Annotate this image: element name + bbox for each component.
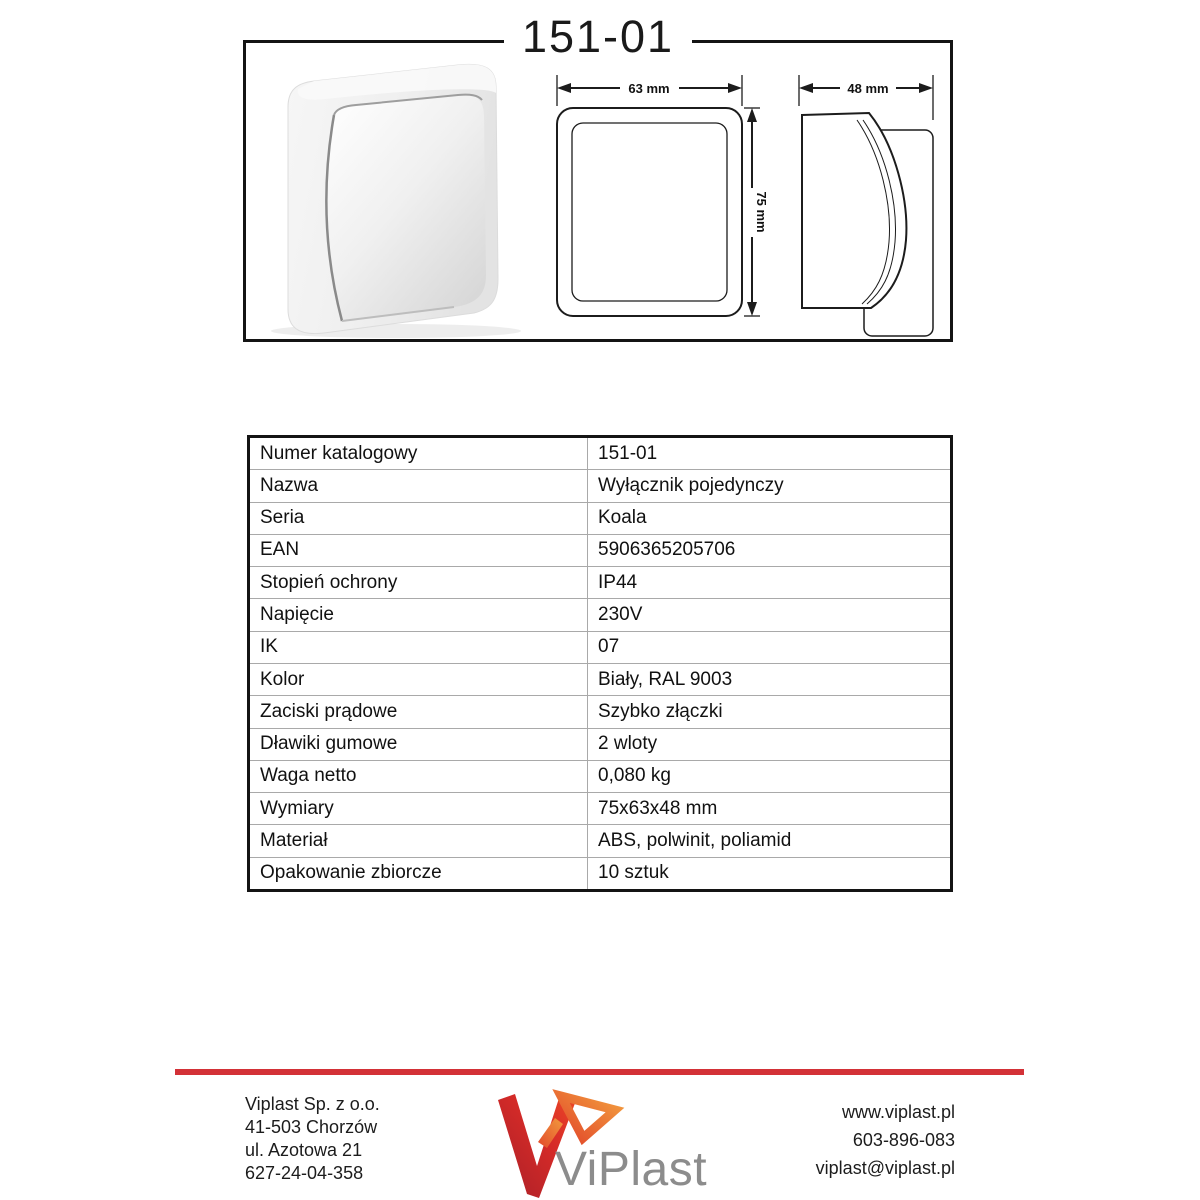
- table-row: [250, 598, 950, 630]
- company-name: Viplast Sp. z o.o.: [245, 1094, 380, 1114]
- front-height-label: 75 mm: [754, 191, 769, 233]
- viplast-logo-text: ViPlast: [555, 1143, 708, 1196]
- row-value: 5906365205706: [598, 539, 736, 561]
- row-value: 75x63x48 mm: [598, 797, 718, 819]
- row-value: 0,080 kg: [598, 765, 671, 787]
- row-label: EAN: [250, 535, 588, 566]
- table-row: [250, 502, 950, 534]
- side-view-drawing: [799, 75, 933, 336]
- table-row: [250, 631, 950, 663]
- contact-block: [755, 1098, 955, 1182]
- company-phone: 627-24-04-358: [245, 1163, 364, 1183]
- row-label: Stopień ochrony: [250, 567, 588, 598]
- row-value: 151-01: [598, 442, 658, 464]
- row-label: Seria: [250, 503, 588, 534]
- table-row: [250, 824, 950, 856]
- row-label: Opakowanie zbiorcze: [250, 858, 588, 889]
- table-row: [250, 760, 950, 792]
- product-drawings-canvas: [246, 43, 950, 339]
- table-row: [250, 695, 950, 727]
- product-photo: [271, 64, 521, 338]
- front-width-label: 63 mm: [628, 81, 670, 96]
- row-label: IK: [250, 632, 588, 663]
- company-street: ul. Azotowa 21: [245, 1140, 363, 1160]
- product-drawing-box: [243, 40, 953, 342]
- table-row: [250, 469, 950, 501]
- product-code-text: 151-01: [504, 12, 692, 62]
- row-value: IP44: [598, 571, 638, 593]
- row-label: Waga netto: [250, 761, 588, 792]
- row-value: 10 sztuk: [598, 862, 669, 884]
- row-label: Napięcie: [250, 599, 588, 630]
- table-row: [250, 857, 950, 889]
- front-width-dimension: [557, 75, 742, 106]
- row-label: Zaciski prądowe: [250, 696, 588, 727]
- row-label: Dławiki gumowe: [250, 729, 588, 760]
- row-label: Numer katalogowy: [250, 438, 588, 469]
- row-value: Biały, RAL 9003: [598, 668, 733, 690]
- company-address-block: [245, 1093, 380, 1185]
- row-label: Kolor: [250, 664, 588, 695]
- row-value: 230V: [598, 604, 643, 626]
- row-value: ABS, polwinit, poliamid: [598, 830, 792, 852]
- table-row: [250, 438, 950, 469]
- row-label: Nazwa: [250, 470, 588, 501]
- viplast-logo: [495, 1086, 725, 1200]
- phone: 603-896-083: [852, 1130, 955, 1150]
- front-height-dimension: [744, 108, 769, 316]
- front-view-drawing: [557, 75, 769, 316]
- row-value: Wyłącznik pojedynczy: [598, 474, 784, 496]
- footer-accent-line: [175, 1069, 1024, 1075]
- table-row: [250, 534, 950, 566]
- table-row: [250, 663, 950, 695]
- spec-table: [247, 435, 953, 892]
- table-row: [250, 728, 950, 760]
- website: www.viplast.pl: [841, 1102, 955, 1122]
- row-value: Koala: [598, 507, 647, 529]
- product-code-title: [243, 12, 953, 62]
- row-value: Szybko złączki: [598, 700, 723, 722]
- row-value: 2 wloty: [598, 733, 658, 755]
- company-postal-city: 41-503 Chorzów: [245, 1117, 378, 1137]
- side-depth-label: 48 mm: [847, 81, 889, 96]
- table-row: [250, 792, 950, 824]
- table-row: [250, 566, 950, 598]
- row-label: Wymiary: [250, 793, 588, 824]
- row-label: Materiał: [250, 825, 588, 856]
- email: viplast@viplast.pl: [815, 1158, 955, 1178]
- row-value: 07: [598, 636, 620, 658]
